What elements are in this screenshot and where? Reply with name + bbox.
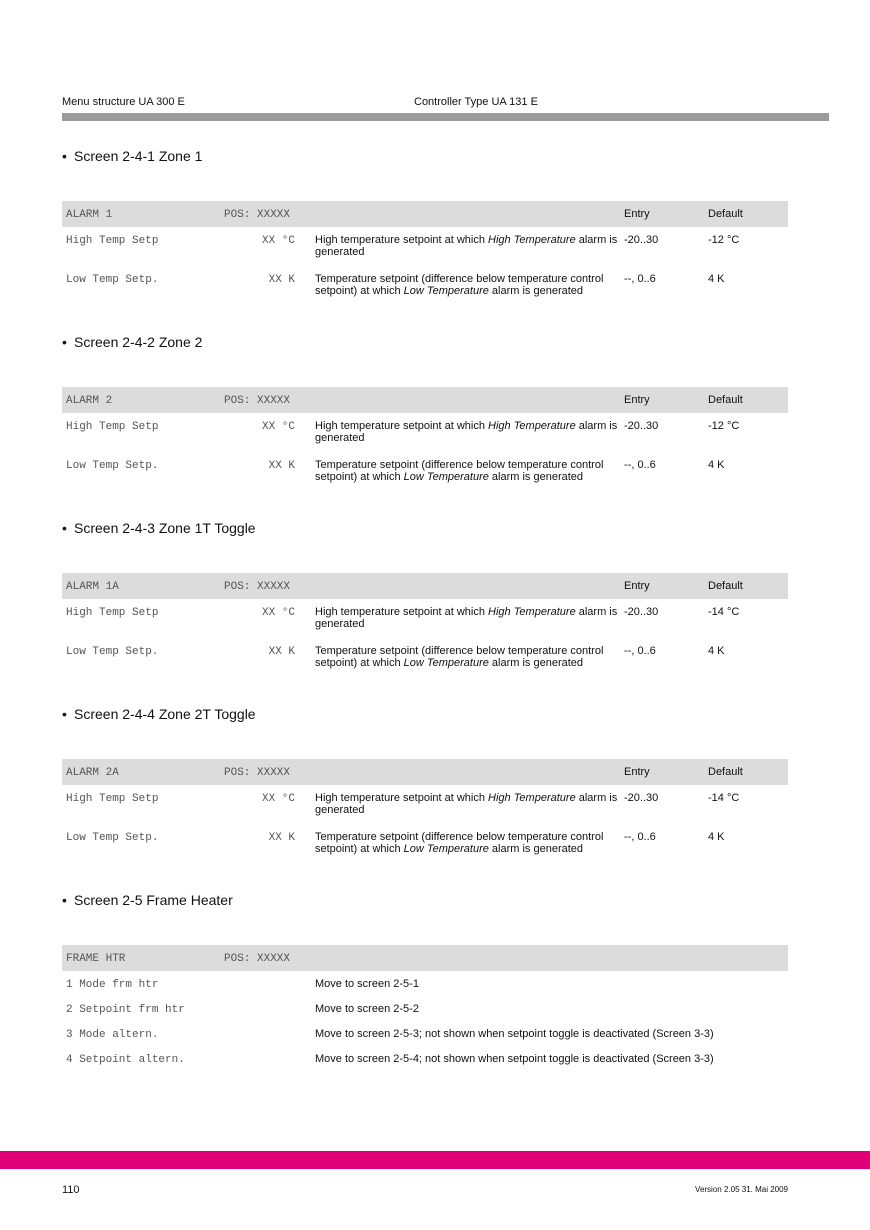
- param-value: XX K: [268, 274, 295, 286]
- screen-position: POS: XXXXX: [224, 767, 291, 779]
- bullet-icon: •: [62, 520, 67, 536]
- param-description: Temperature setpoint (difference below temperature control setpoint) at which Low Temperature alarm is generated: [315, 831, 604, 855]
- bullet-icon: •: [62, 334, 67, 350]
- screen-name: ALARM 1: [66, 209, 113, 221]
- section-title: [62, 147, 788, 165]
- table-header: [62, 387, 788, 413]
- section-screen-2-4-1: [62, 147, 788, 305]
- page-number: 110: [62, 1184, 80, 1196]
- param-default: 4 K: [708, 273, 725, 285]
- version-info: Version 2.05 31. Mai 2009: [695, 1185, 788, 1194]
- section-screen-2-4-2: [62, 333, 788, 491]
- table-row: [62, 996, 788, 1021]
- param-name: High Temp Setp: [66, 235, 159, 247]
- table-row: [62, 266, 788, 305]
- screen-name: ALARM 1A: [66, 581, 119, 593]
- param-entry: --, 0..6: [624, 459, 656, 471]
- section-title: [62, 333, 788, 351]
- param-name: Low Temp Setp.: [66, 460, 159, 472]
- header-divider: [62, 113, 829, 121]
- menu-item: 2 Setpoint frm htr: [66, 1004, 185, 1016]
- param-entry: --, 0..6: [624, 273, 656, 285]
- header-controller-type: Controller Type UA 131 E: [414, 96, 538, 108]
- table-row: [62, 1021, 788, 1046]
- menu-item: 1 Mode frm htr: [66, 979, 159, 991]
- param-description: Temperature setpoint (difference below temperature control setpoint) at which Low Temperature alarm is generated: [315, 459, 604, 483]
- param-name: High Temp Setp: [66, 607, 159, 619]
- param-description: High temperature setpoint at which High Temperature alarm is generated: [315, 234, 618, 258]
- param-default: -12 °C: [708, 420, 740, 432]
- param-default: 4 K: [708, 831, 725, 843]
- param-name: High Temp Setp: [66, 421, 159, 433]
- param-value: XX K: [268, 646, 295, 658]
- bullet-icon: •: [62, 892, 67, 908]
- entry-header: Entry: [624, 208, 650, 220]
- table-header: [62, 759, 788, 785]
- table-header: [62, 201, 788, 227]
- param-entry: --, 0..6: [624, 831, 656, 843]
- menu-item: 4 Setpoint altern.: [66, 1054, 185, 1066]
- table-row: [62, 452, 788, 491]
- parameter-table: [62, 201, 788, 305]
- param-default: 4 K: [708, 645, 725, 657]
- screen-name: ALARM 2A: [66, 767, 119, 779]
- menu-item-description: Move to screen 2-5-3; not shown when setpoint toggle is deactivated (Screen 3-3): [315, 1028, 714, 1040]
- param-default: 4 K: [708, 459, 725, 471]
- param-value: XX K: [268, 460, 295, 472]
- header-document-title: Menu structure UA 300 E: [62, 96, 185, 108]
- parameter-table: [62, 387, 788, 491]
- screen-name: FRAME HTR: [66, 953, 126, 965]
- screen-position: POS: XXXXX: [224, 395, 291, 407]
- param-description: High temperature setpoint at which High Temperature alarm is generated: [315, 792, 618, 816]
- menu-item: 3 Mode altern.: [66, 1029, 159, 1041]
- table-header: [62, 573, 788, 599]
- param-entry: -20..30: [624, 606, 659, 618]
- footer-accent-bar: [0, 1151, 870, 1169]
- default-header: Default: [708, 394, 743, 406]
- param-entry: -20..30: [624, 420, 659, 432]
- param-description: Temperature setpoint (difference below temperature control setpoint) at which Low Temperature alarm is generated: [315, 273, 604, 297]
- param-entry: --, 0..6: [624, 645, 656, 657]
- table-row: [62, 1046, 788, 1071]
- table-row: [62, 824, 788, 863]
- default-header: Default: [708, 766, 743, 778]
- param-description: High temperature setpoint at which High Temperature alarm is generated: [315, 606, 618, 630]
- parameter-table: [62, 759, 788, 863]
- screen-position: POS: XXXXX: [224, 209, 291, 221]
- section-screen-2-4-3: [62, 519, 788, 677]
- param-default: -14 °C: [708, 792, 740, 804]
- param-value: XX °C: [261, 793, 295, 805]
- param-entry: -20..30: [624, 792, 659, 804]
- screen-name: ALARM 2: [66, 395, 113, 407]
- menu-item-description: Move to screen 2-5-4; not shown when setpoint toggle is deactivated (Screen 3-3): [315, 1053, 714, 1065]
- table-row: [62, 785, 788, 824]
- section-title: [62, 519, 788, 537]
- param-value: XX °C: [261, 607, 295, 619]
- entry-header: Entry: [624, 394, 650, 406]
- table-row: [62, 599, 788, 638]
- entry-header: Entry: [624, 766, 650, 778]
- section-title-text: Screen 2-4-1 Zone 1: [74, 148, 203, 164]
- default-header: Default: [708, 580, 743, 592]
- param-default: -14 °C: [708, 606, 740, 618]
- section-title-text: Screen 2-5 Frame Heater: [74, 892, 233, 908]
- table-row: [62, 227, 788, 266]
- param-name: Low Temp Setp.: [66, 646, 159, 658]
- param-name: High Temp Setp: [66, 793, 159, 805]
- section-screen-2-5: [62, 891, 788, 1071]
- screen-position: POS: XXXXX: [224, 581, 291, 593]
- param-description: High temperature setpoint at which High Temperature alarm is generated: [315, 420, 618, 444]
- parameter-table: [62, 573, 788, 677]
- param-value: XX K: [268, 832, 295, 844]
- bullet-icon: •: [62, 706, 67, 722]
- param-name: Low Temp Setp.: [66, 274, 159, 286]
- menu-item-description: Move to screen 2-5-2: [315, 1003, 419, 1015]
- section-title-text: Screen 2-4-2 Zone 2: [74, 334, 203, 350]
- section-title-text: Screen 2-4-4 Zone 2T Toggle: [74, 706, 256, 722]
- section-title-text: Screen 2-4-3 Zone 1T Toggle: [74, 520, 256, 536]
- parameter-table: [62, 945, 788, 1071]
- param-description: Temperature setpoint (difference below temperature control setpoint) at which Low Temperature alarm is generated: [315, 645, 604, 669]
- param-value: XX °C: [261, 421, 295, 433]
- table-row: [62, 413, 788, 452]
- table-row: [62, 638, 788, 677]
- param-entry: -20..30: [624, 234, 659, 246]
- section-screen-2-4-4: [62, 705, 788, 863]
- screen-position: POS: XXXXX: [224, 953, 291, 965]
- table-row: [62, 971, 788, 996]
- menu-item-description: Move to screen 2-5-1: [315, 978, 419, 990]
- table-header: [62, 945, 788, 971]
- section-title: [62, 891, 788, 909]
- param-default: -12 °C: [708, 234, 740, 246]
- bullet-icon: •: [62, 148, 67, 164]
- param-name: Low Temp Setp.: [66, 832, 159, 844]
- default-header: Default: [708, 208, 743, 220]
- entry-header: Entry: [624, 580, 650, 592]
- param-value: XX °C: [261, 235, 295, 247]
- section-title: [62, 705, 788, 723]
